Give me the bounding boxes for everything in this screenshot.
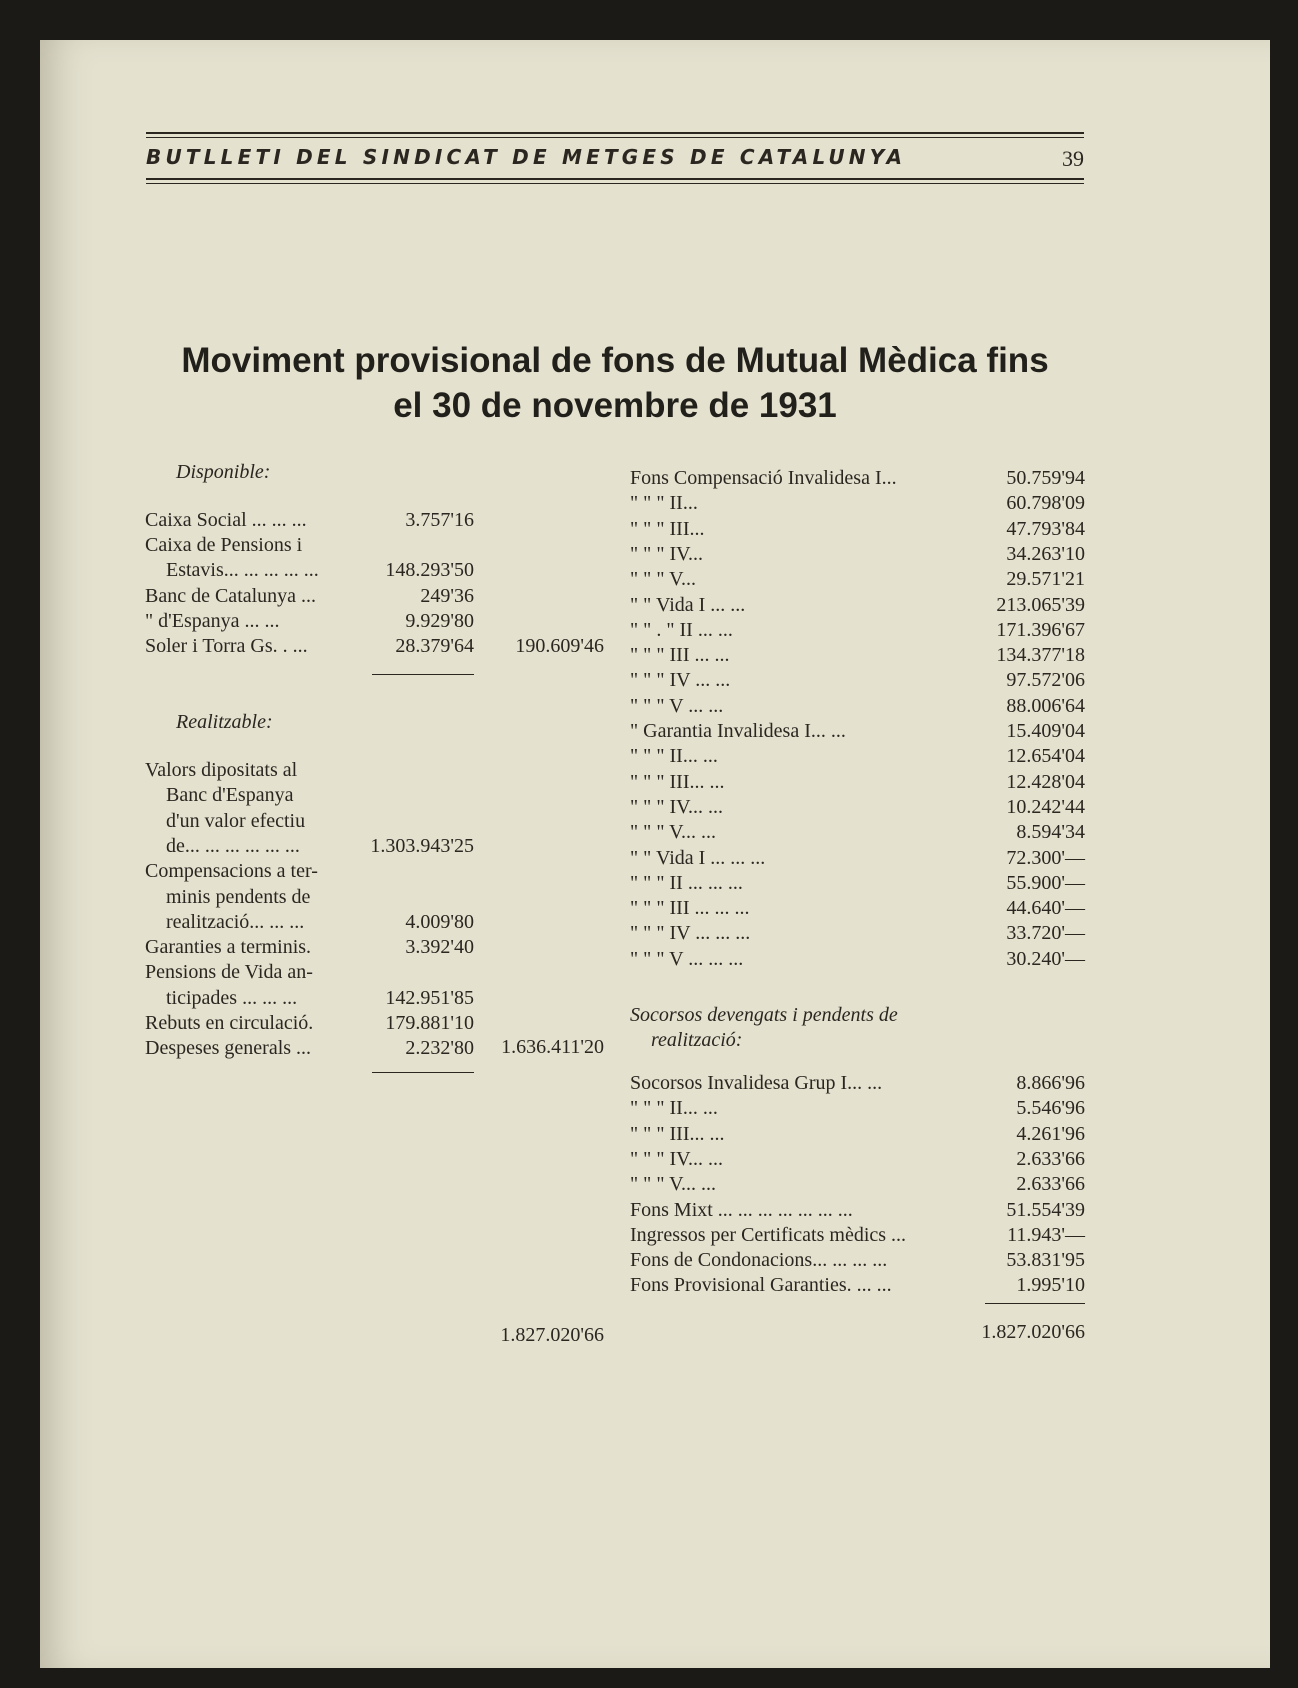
socorsos-amount: 8.866'96 (1016, 1072, 1085, 1094)
fons-amount: 72.300'— (1006, 846, 1085, 869)
fons-amount: 97.572'06 (1006, 669, 1085, 692)
realitzable-amount: 1.303.943'25 (370, 834, 474, 857)
fons-label: " " " III... ... (630, 770, 725, 793)
realitzable-amount: 3.392'40 (405, 936, 474, 959)
fons-label: " " " III... (630, 517, 705, 540)
fons-label: " " " III ... ... (630, 644, 730, 667)
fons-label: " " " V... ... (630, 821, 716, 844)
fons-label: " " Vida I ... ... (630, 593, 746, 616)
disponible-amount: 148.293'50 (385, 559, 474, 582)
fons-amount: 34.263'10 (1006, 542, 1085, 565)
disponible-amount: 249'36 (420, 584, 474, 607)
socorsos-amount: 4.261'96 (1016, 1122, 1085, 1145)
realitzable-label: minis pendents de (166, 885, 311, 908)
fons-amount: 30.240'— (1006, 947, 1085, 970)
page-title (140, 338, 1090, 428)
socorsos-label: " " " III... ... (630, 1122, 725, 1145)
fons-label: " " " V... (630, 568, 696, 591)
realitzable-label: Garanties a terminis. (145, 936, 312, 959)
realitzable-label: de... ... ... ... ... ... (166, 834, 300, 857)
socorsos-label: " " " IV... ... (630, 1147, 724, 1170)
socorsos-amount: 2.633'66 (1016, 1173, 1085, 1196)
disponible-label: Banc de Catalunya ... (145, 584, 317, 607)
socorsos-label: " " " II... ... (630, 1097, 718, 1120)
disponible-amount: 3.757'16 (405, 509, 474, 531)
fons-amount: 50.759'94 (1006, 467, 1085, 489)
fons-label: " " " IV... ... (630, 795, 724, 818)
socorsos-label: Fons Provisional Garanties. ... ... (630, 1274, 892, 1297)
socorsos-label: Socorsos Invalidesa Grup I... ... (630, 1072, 883, 1094)
socorsos-label: Ingressos per Certificats mèdics ... (630, 1223, 907, 1246)
realitzable-amount: 2.232'80 (405, 1037, 474, 1060)
fons-label: " " " II ... ... ... (630, 871, 743, 894)
realitzable-label: Banc d'Espanya (166, 784, 294, 807)
fons-amount: 47.793'84 (1006, 517, 1085, 540)
disponible-amount: 9.929'80 (405, 609, 474, 632)
socorsos-amount: 11.943'— (1007, 1223, 1085, 1246)
realitzable-label: Valors dipositats al (145, 759, 298, 781)
socorsos-label: Fons Mixt ... ... ... ... ... ... ... (630, 1198, 853, 1221)
realitzable-total: 1.636.411'20 (501, 1036, 604, 1058)
realitzable-label: realització... ... ... (166, 910, 305, 933)
socorsos-amount: 5.546'96 (1016, 1097, 1085, 1120)
socorsos-heading: Socorsos devengats i pendents de (630, 1004, 898, 1026)
fons-amount: 55.900'— (1006, 871, 1085, 894)
fons-label: " " " III ... ... ... (630, 897, 750, 920)
realitzable-label: Rebuts en circulació. (145, 1012, 314, 1034)
socorsos-amount: 53.831'95 (1006, 1249, 1085, 1272)
realitzable-label: d'un valor efectiu (166, 809, 306, 832)
total-rule (985, 1303, 1085, 1304)
disponible-label: Estavis... ... ... ... ... (166, 559, 319, 582)
fons-amount: 134.377'18 (996, 644, 1085, 667)
socorsos-heading: realització: (651, 1029, 743, 1051)
socorsos-amount: 1.995'10 (1016, 1274, 1085, 1297)
fons-amount: 12.654'04 (1006, 745, 1085, 768)
realitzable-heading: Realitzable: (176, 711, 273, 733)
socorsos-label: Fons de Condonacions... ... ... ... (630, 1249, 888, 1272)
title-line-1: Moviment provisional de fons de Mutual Mèdica fins (181, 341, 1049, 380)
subtotal-rule (372, 674, 474, 675)
disponible-label: Soler i Torra Gs. . ... (145, 635, 308, 657)
page-number: 39 (1062, 146, 1084, 171)
disponible-label: Caixa de Pensions i (145, 534, 303, 557)
title-line-2: el 30 de novembre de 1931 (393, 386, 837, 425)
left-grand-total: 1.827.020'66 (500, 1324, 604, 1346)
fons-amount: 60.798'09 (1006, 492, 1085, 515)
right-grand-total: 1.827.020'66 (981, 1321, 1085, 1343)
fons-amount: 8.594'34 (1016, 821, 1085, 844)
realitzable-label: ticipades ... ... ... (166, 986, 298, 1009)
fons-amount: 10.242'44 (1006, 795, 1085, 818)
realitzable-label: Compensacions a ter- (145, 860, 318, 883)
realitzable-amount: 4.009'80 (405, 910, 474, 933)
fons-label: " " " IV ... ... (630, 669, 731, 692)
fons-label: " " " V ... ... ... (630, 947, 744, 970)
fons-label: " " " II... (630, 492, 698, 515)
fons-label: " Garantia Invalidesa I... ... (630, 720, 846, 742)
fons-amount: 44.640'— (1006, 897, 1085, 920)
fons-label: " " " V ... ... (630, 694, 724, 717)
socorsos-amount: 51.554'39 (1006, 1198, 1085, 1221)
fons-amount: 171.396'67 (996, 618, 1085, 641)
disponible-amount: 28.379'64 (395, 635, 474, 657)
fons-amount: 15.409'04 (1006, 720, 1085, 742)
realitzable-label: Pensions de Vida an- (145, 961, 313, 984)
disponible-label: Caixa Social ... ... ... (145, 509, 307, 531)
disponible-label: " d'Espanya ... ... (145, 609, 280, 632)
disponible-heading: Disponible: (176, 461, 271, 483)
socorsos-label: " " " V... ... (630, 1173, 716, 1196)
fons-amount: 29.571'21 (1006, 568, 1085, 591)
fons-amount: 33.720'— (1006, 922, 1085, 945)
disponible-total: 190.609'46 (515, 635, 604, 657)
fons-label: " " " II... ... (630, 745, 718, 768)
fons-label: " " " IV... (630, 542, 704, 565)
journal-title: BUTLLETI DEL SINDICAT DE METGES DE CATALUNYA (146, 145, 907, 169)
fons-amount: 88.006'64 (1006, 694, 1085, 717)
subtotal-rule (372, 1072, 474, 1073)
fons-label: " " Vida I ... ... ... (630, 846, 766, 869)
socorsos-amount: 2.633'66 (1016, 1147, 1085, 1170)
realitzable-amount: 142.951'85 (385, 986, 474, 1009)
realitzable-label: Despeses generals ... (145, 1037, 312, 1060)
fons-amount: 12.428'04 (1006, 770, 1085, 793)
fons-label: " " " IV ... ... ... (630, 922, 751, 945)
running-header (146, 132, 1084, 190)
realitzable-amount: 179.881'10 (385, 1012, 474, 1034)
fons-label: " " . " II ... ... (630, 618, 733, 641)
fons-amount: 213.065'39 (996, 593, 1085, 616)
fons-label: Fons Compensació Invalidesa I... (630, 467, 897, 489)
